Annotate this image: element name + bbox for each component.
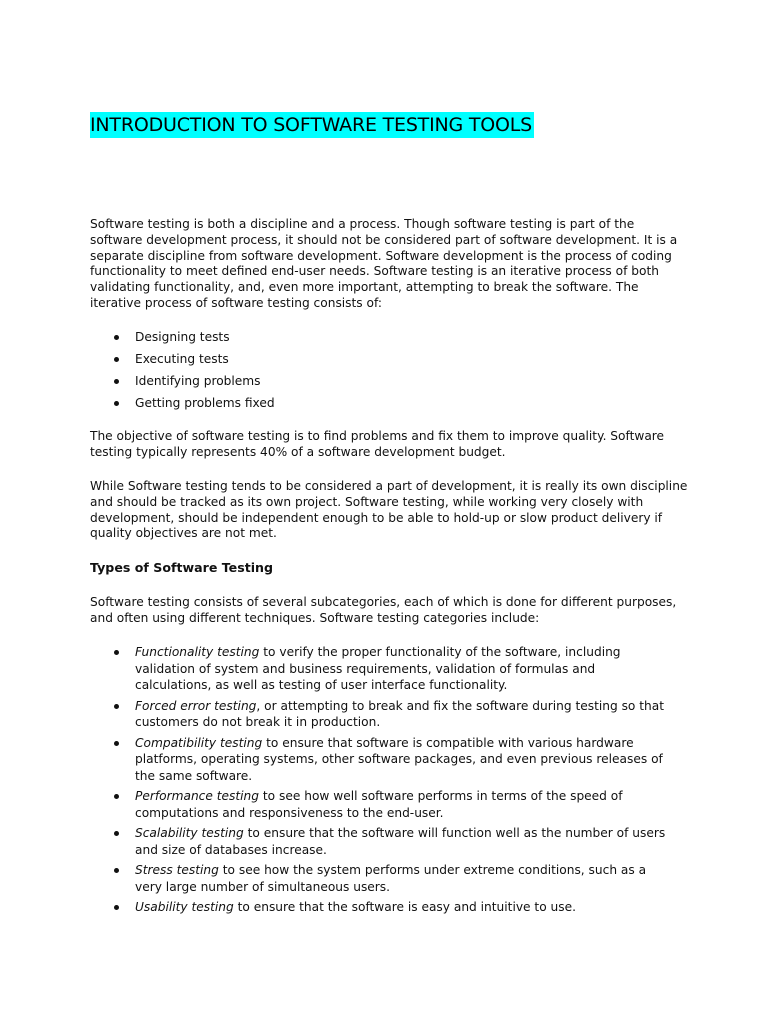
testing-type-description: to see how well software performs in terms of the speed of computations and responsiveness to the end-user. [135,789,623,820]
process-steps-list [90,329,275,417]
testing-type-description: to verify the proper functionality of the software, including validation of system and business requirements, validation of formulas and calculations, as well as testing of user interface functionality. [135,645,621,692]
bullet-icon [114,868,119,873]
testing-type-description: to ensure that software is compatible with various hardware platforms, operating systems, other software packages, and even previous releases of the same software. [135,735,663,783]
bullet-icon [114,401,119,406]
list-item-text: Identifying problems [135,374,261,388]
list-item [90,735,690,785]
list-item [90,825,690,858]
list-item [90,373,275,395]
testing-type-description: to ensure that the software is easy and intuitive to use. [233,900,576,914]
list-item [90,698,690,731]
bullet-icon [114,741,119,746]
testing-type-name: Functionality testing [135,645,260,659]
testing-type-description: , or attempting to break and fix the software during testing so that customers do not break it in production. [135,698,665,729]
testing-type-name: Forced error testing [135,698,257,713]
discipline-paragraph: While Software testing tends to be considered a part of development, it is really its own discipline and should be tracked as its own project. Software testing, while working very closely with development, should be independent enough to be able to hold-up or slow product delivery if quality objectives are not met. [90,479,688,541]
list-item [90,899,690,916]
bullet-icon [114,379,119,384]
testing-type-description: to see how the system performs under extreme conditions, such as a very large number of simultaneous users. [135,863,647,894]
testing-type-name: Scalability testing [135,826,244,840]
bullet-icon [114,794,119,799]
bullet-icon [114,831,119,836]
list-item [90,395,275,417]
list-item [90,788,690,821]
bullet-icon [114,357,119,362]
testing-type-name: Usability testing [135,900,234,914]
testing-type-name: Performance testing [135,789,260,803]
intro-paragraph: Software testing is both a discipline and a process. Though software testing is part of the software development process, it should not be considered part of software development. It is a separate discipline from software development. Software development is the process of coding functionality to meet defined end-user needs. Software testing is an iterative process of both validating functionality, and, even more important, attempting to break the software. The iterative process of software testing consists of: [90,217,678,310]
objective-paragraph: The objective of software testing is to find problems and fix them to improve quality. Software testing typically represents 40% of a software development budget. [90,429,665,459]
testing-type-name: Stress testing [135,863,219,877]
list-item-text: Designing tests [135,330,230,344]
list-item [90,329,275,351]
testing-type-description: to ensure that the software will function well as the number of users and size of databases increase. [135,826,666,857]
testing-types-list [90,644,690,920]
document-title: INTRODUCTION TO SOFTWARE TESTING TOOLS [90,114,533,136]
testing-type-name: Compatibility testing [135,735,263,750]
types-intro-paragraph: Software testing consists of several subcategories, each of which is done for different purposes, and often using different techniques. Software testing categories include: [90,595,677,625]
list-item-text: Executing tests [135,352,229,366]
bullet-icon [114,704,119,709]
types-heading: Types of Software Testing [90,560,274,575]
list-item [90,644,690,694]
list-item [90,351,275,373]
bullet-icon [114,650,119,655]
list-item-text: Getting problems fixed [135,396,275,410]
list-item [90,862,690,895]
bullet-icon [114,335,119,340]
bullet-icon [114,905,119,910]
